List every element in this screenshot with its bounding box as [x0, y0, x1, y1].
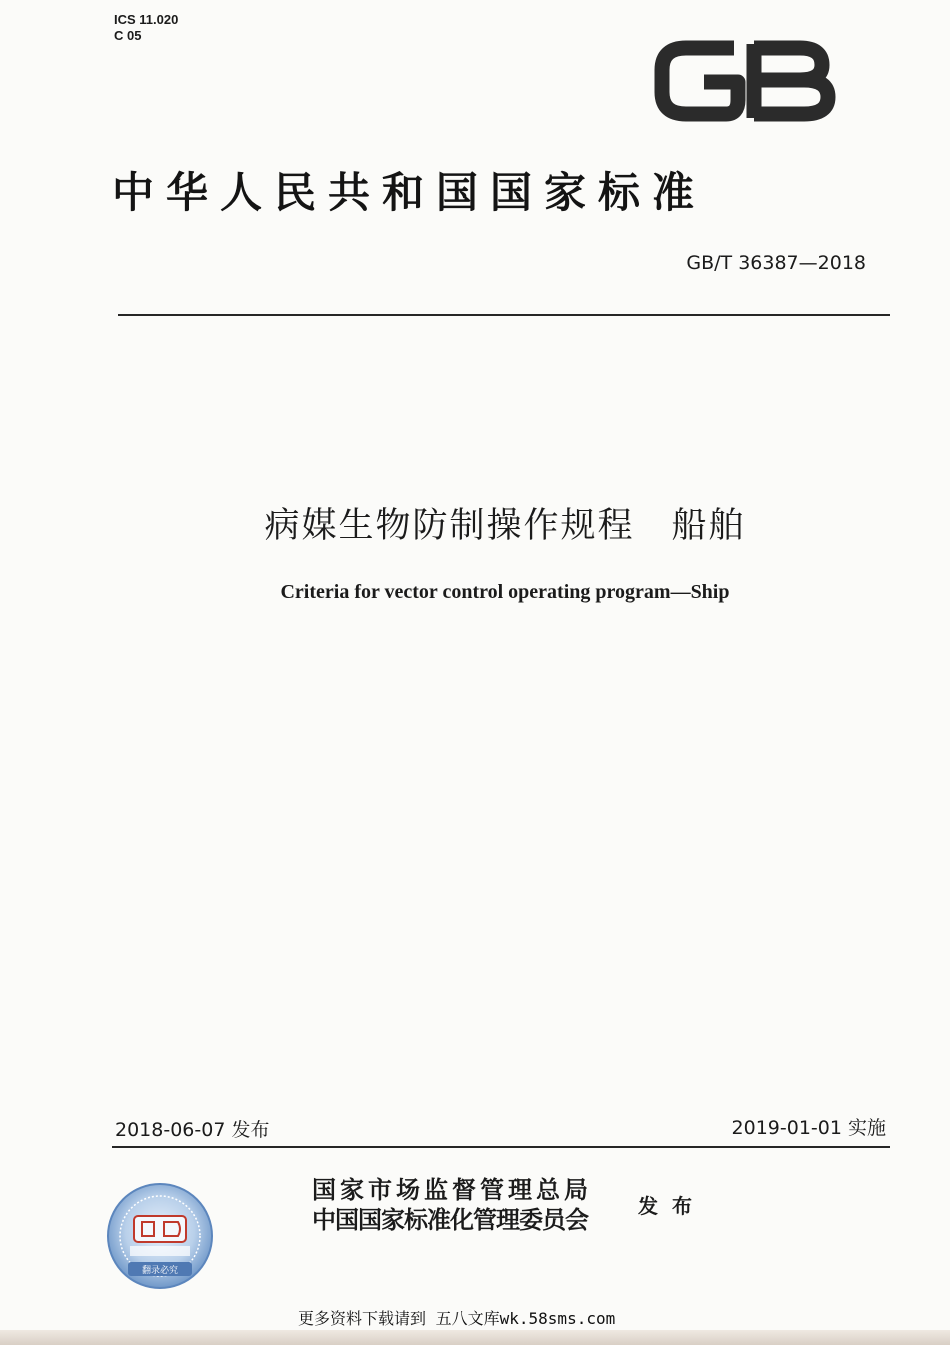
standard-code: GB/T 36387—2018	[686, 252, 866, 274]
classification-codes	[114, 12, 178, 44]
download-footer-link[interactable]: 更多资料下载请到 五八文库wk.58sms.com	[298, 1309, 616, 1328]
document-title-chinese: 病媒生物防制操作规程 船舶	[264, 506, 746, 546]
issuer-sac: 中国国家标准化管理委员会	[312, 1206, 588, 1234]
footer-divider	[112, 1146, 890, 1148]
anti-counterfeit-seal-icon	[106, 1182, 214, 1290]
seal-bottom-text: 翻录必究	[141, 1266, 179, 1276]
issuer-samr: 国家市场监督管理总局	[312, 1176, 592, 1204]
standard-type-heading: 中华人民共和国国家标准	[112, 168, 707, 217]
document-title-english: Criteria for vector control operating program—Ship	[280, 581, 730, 603]
issuing-authorities	[312, 1175, 592, 1235]
gb-logo	[650, 34, 840, 128]
issue-date: 2018-06-07 发布	[115, 1119, 270, 1141]
ics-code: ICS 11.020	[114, 12, 179, 27]
implementation-date: 2019-01-01 实施	[731, 1117, 886, 1139]
ccs-code: C 05	[114, 28, 142, 43]
scan-bottom-edge	[0, 1330, 950, 1345]
publish-label: 发布	[638, 1194, 706, 1218]
gb-logo-text: GB	[745, 126, 747, 127]
header-divider	[118, 314, 890, 316]
